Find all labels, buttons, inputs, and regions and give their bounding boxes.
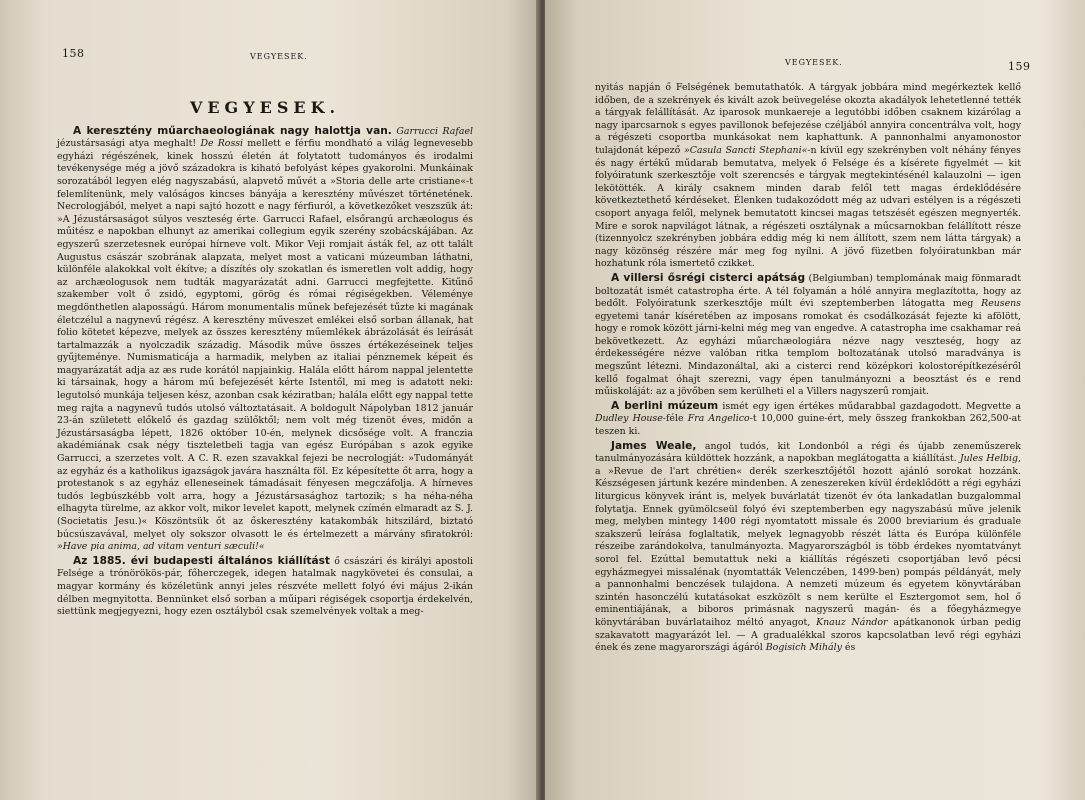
jules-helbig: Jules Helbig	[959, 453, 1019, 465]
garrucci-name: Garrucci Rafael	[396, 125, 474, 137]
de-rossi-name: De Rossi	[200, 138, 244, 150]
weale-text-2: , a »Revue de l'art chrétien« derék szerkesztőjétől hozott ajánló sorokat hozzánk. Készségesen jártunk kezére mindenben. A zeneszereken kívül érdeklődött a régi egyházi liturgicus könyvek iránt is, melyek buvárlatát tizenöt év óta lankadatlan buzgalommal folytatja. Ennek gyümölcseül folyó évi szeptemberben egy nagyszabású műve jelenik meg, melyben mintegy 1400 régi nyomtatott missale és 2000 breviarium és graduale szakszerű leírása foglaltatik, melyek legnagyobb részét látta és Európa különféle részeibe zarándokolva, tanulmányozta. Magyarországból is több érdekes nyomtatványt sorol fel. Ezúttal bemutattuk neki a kiállítás régészeti csoportjában levő pécsi egyházmegyei missalénak (nyomtatták Velenczében, 1499-ben) pompás példányát, mely a pannonhalmi benczések tulajdona. A nemzeti múzeum és egyetem könyvtárában szintén hasonczélú kutatásokat eszközölt s nem kerülte el Esztergomot sem, hol ő eminentiájának, a biboros primásnak nagyszerű magán- és a főegyházmegye könyvtárában buvárlataihoz méltó anyagot,	[595, 453, 1021, 628]
berlin-text-1: ismét egy igen értékes műdarabbal gazdagodott. Megvette a	[722, 400, 1022, 412]
dudley-house: Dudley House	[595, 413, 663, 425]
right-page	[545, 0, 1085, 800]
right-running-head: VEGYESEK.	[785, 58, 843, 67]
article-villers-heading: A villersi ősrégi cisterci apátság	[611, 271, 806, 284]
article-exhibition	[57, 555, 473, 619]
weale-text-4: és	[844, 642, 856, 654]
article-garrucci-heading: A keresztény műarchaeologiának nagy halottja van.	[73, 124, 392, 137]
article-villers	[595, 272, 1021, 399]
weale-text-1: angol tudós, kit Londonból a régi és újabb zeneműszerek tanulmányozására küldöttek hozzánk, a napokban meglátogatta a kiállítást.	[595, 440, 1021, 465]
reusens-name: Reusens	[981, 298, 1021, 310]
casula-title: »Casula Sancti Stephani«	[683, 144, 808, 156]
left-text-column	[57, 98, 474, 619]
article-exhibition-body: ő császári és királyi apostoli Felsége a trónörökös-pár, főherczegek, idegen hatalmak nagykövetei és consulai, a magyar kormány és közéletünk annyi jeles részvéte mellett folyó évi május 2-ikán délben megnyitotta. Bennünket első sorban a műipari régiségek csoportja érdekelvén, siettünk megjegyezni, hogy ezen osztályból csak szemelvények voltak a meg-	[57, 555, 473, 618]
garrucci-epitaph: »Have pia anima, ad vitam venturi sæculi!«	[57, 541, 265, 553]
right-text-column	[595, 82, 1021, 655]
article-weale-heading: James Weale,	[611, 439, 697, 452]
weale-text-3: apátkanonok úrban pedig szakavatott magyarázót lel. — A gradualékkal szoros kapcsolatban levő régi egyházi ének és zene magyarországi ágáról	[595, 616, 1021, 654]
article-berlin	[595, 400, 1021, 439]
bogisich-mihaly: Bogisich Mihály	[765, 642, 842, 654]
article-weale	[595, 440, 1021, 655]
berlin-text-2: -féle	[662, 413, 684, 425]
article-berlin-heading: A berlini múzeum	[611, 399, 719, 412]
garrucci-text-2: mellett e férfiu mondható a világ legnevesebb egyházi régészének, kinek hosszú életén át folytatott tudományos és irodalmi tevékenysége még a jövő századokra is kiható befolyást képes gyakorolni. Munkáinak sorozatából legyen elég nagyszabású, alapvető művét a »Storia delle arte cristiane«-t felemlítenünk, mely valóságos kincses bányája a keresztény művészet történetének. Necrologjából, melyet a napi sajtó hozott e nagy férfiuról, a következőket veszszük át: »A Jézustársaságot súlyos veszteség érte. Garrucci Rafael, elsőrangú archæologus és műitész e napokban elhunyt az amerikai collegium egyik szerény szobácskájában. Az egyszerű szerzetesnek európai hírneve volt. Mikor Veji romjait ásták fel, az ott talált Augustus császár szobrának alapzata, melyet most a vaticani múzeumban láthatni, különféle alakokkal volt ékítve; a díszítés oly szokatlan és ismeretlen volt addig, hogy az archæologusok nem tudták magyarázatát adni. Garrucci megfejtette. Kitűnő szakember volt ő zsidó, egyptomi, görög és római régiségekben. Véleménye megdönthetlen alaposságú. Három monumentalis műnek befejezését tűzte ki magának életczélul a nagynevű régész. A keresztény műveszet emlékei első sorban állanak, hat folio kötetet képezve, melyek az összes keresztény műemlékek ábrázolását és leírását tartalmazzák a nyolczadik századig. Második műve összes értékezéseinek teljes gyűjteménye. Numismaticája a harmadik, melyben az italiai pénznemek képeit és magyarázatát adja az æs rude korától napjainkig. Halála előtt három nappal jelentette ki társainak, hogy a három mű befejezését kérte Istentől, mi meg is adatott neki: legutolsó munkája teljesen kész, azonban csak kéziratban; halála előtt egy nappal tette meg rajta a nagynevű tudós utolsó változtatásait. A boldogult Nápolyban 1812 január 23-án született előkelő és gazdag szülőktől; nem volt még tizenöt éves, midőn a Jézustársaságba lépett, 1826 október 10-én, melynek dicsősége volt. A franczia akadémiának csak négy tiszteletbeli tagja van egész Európában s azok egyike Garrucci, a szerzetes volt. A C. R. ezen szavakkal fejezi be necrologját: »Tudományát az egyház és a katholikus igazságok javára használta föl. Ez képesítette őt arra, hogy a protestanok s az egyház elleneseinek támadásait fényesen megczáfolja. A hírneves tudós legbúszkébb volt arra, hogy a Jézustársasághoz tartozik; s ha néha-néha elhagyta türelme, az akkor volt, mikor levelet kapott, melynek czímén elmaradt az S. J. (Societatis Jesu.)« Köszöntsük őt az őskeresztény katakombák hitszilárd, biztató búcsúszavával, melyet oly sokszor olvasott le és értelmezett a márvány sfiratokról:	[57, 138, 473, 540]
knauz-nandor: Knauz Nándor	[816, 616, 888, 628]
exhibition-continued-text-2: -n kívül egy szekrényben volt néhány fényes és nagy értékű műdarab bemutatva, melyek ő Felsége és a kísérete figyelmét — kit folyóiratunk szerkesztője volt szerencsés e tárgyak megtekintésénél kalauzolni — igen lekötötték. A király csaknem minden darab felől tett magas érdeklődésére következtethető kérdéseket. Élenken tudakozódott még az udvari estélyen is a régészeti csoport anyaga felől, melynek bemutatott kincsei magas tetszését egészen megnyerték. Mire e sorok napvilágot látnak, a régészeti osztálynak a műcsarnokban felállított része (tizennyolcz szekrényben jobbára eddig még ki nem állított, szem nem látta tárgyak) a nagy közönség részére már meg fog nyílni. A jövő füzetben folyóiratunkban már hozhatunk róla ismertető czikket.	[595, 144, 1021, 270]
article-garrucci	[57, 125, 473, 554]
left-page	[0, 0, 540, 800]
villers-text-1: (Belgiumban) templomának maig fönmaradt boltozatát ismét catastropha érte. A tél folyamán a hólé annyira meglazította, hogy az bedőlt. Folyóiratunk szerkesztője múlt évi szeptemberben látogatta meg	[595, 272, 1021, 310]
berlin-text-3: -t 10,000 guine-ért, mely összeg frankokban 262,500-at teszen ki.	[595, 413, 1021, 438]
section-title: VEGYESEK.	[189, 98, 341, 117]
villers-text-2: egyetemi tanár kíséretében az imposans romokat és csodálkozását fejezte ki afölött, hogy e romok között járni-kelni még meg van engedve. A catastropha ime csakhamar reá bekövetkezett. Az egyházi műarchæologiára nézve nagy veszteség, hogy az érdekességére nézve valóban ritka templom boltozatának utolsó maradványa is megszűnt létezni. Mindazonáltal, aki a cisterci rend középkori kolostorépítkezéséről kellő fogalmat óhajt szerezni, vagy épen tanulmányozni a beosztást és e rend műiskoláját: az a jövőben sem kerülheti el a Villers nagyszerű romjait.	[595, 310, 1021, 398]
left-page-number: 158	[62, 47, 85, 60]
exhibition-continued	[595, 82, 1021, 271]
fra-angelico: Fra Angelico	[687, 413, 750, 425]
exhibition-continued-text-1: nyitás napján ő Felségének bemutathatók. A tárgyak jobbára mind megérkeztek kellő időben, de a szekrények és kivált azok beüvegelése okozta akadályok lehetetlenné tették a tárgyak felállítását. Az iparosok munkaereje a legutóbbi időben csaknem kizárólag a nagy iparcsarnok s egyes pavillonok befejezése czéljából annyira concentrálva volt, hogy a régészeti csoportba munkásokat nem kaphattunk. A pannonhalmi anyamonostor tulajdonát képező	[595, 82, 1021, 156]
right-page-number: 159	[1008, 60, 1031, 73]
article-exhibition-heading: Az 1885. évi budapesti általános kiállítást	[73, 554, 330, 567]
garrucci-text-1: jézustársasági atya meghalt!	[57, 138, 197, 150]
left-running-head: VEGYESEK.	[250, 52, 308, 61]
